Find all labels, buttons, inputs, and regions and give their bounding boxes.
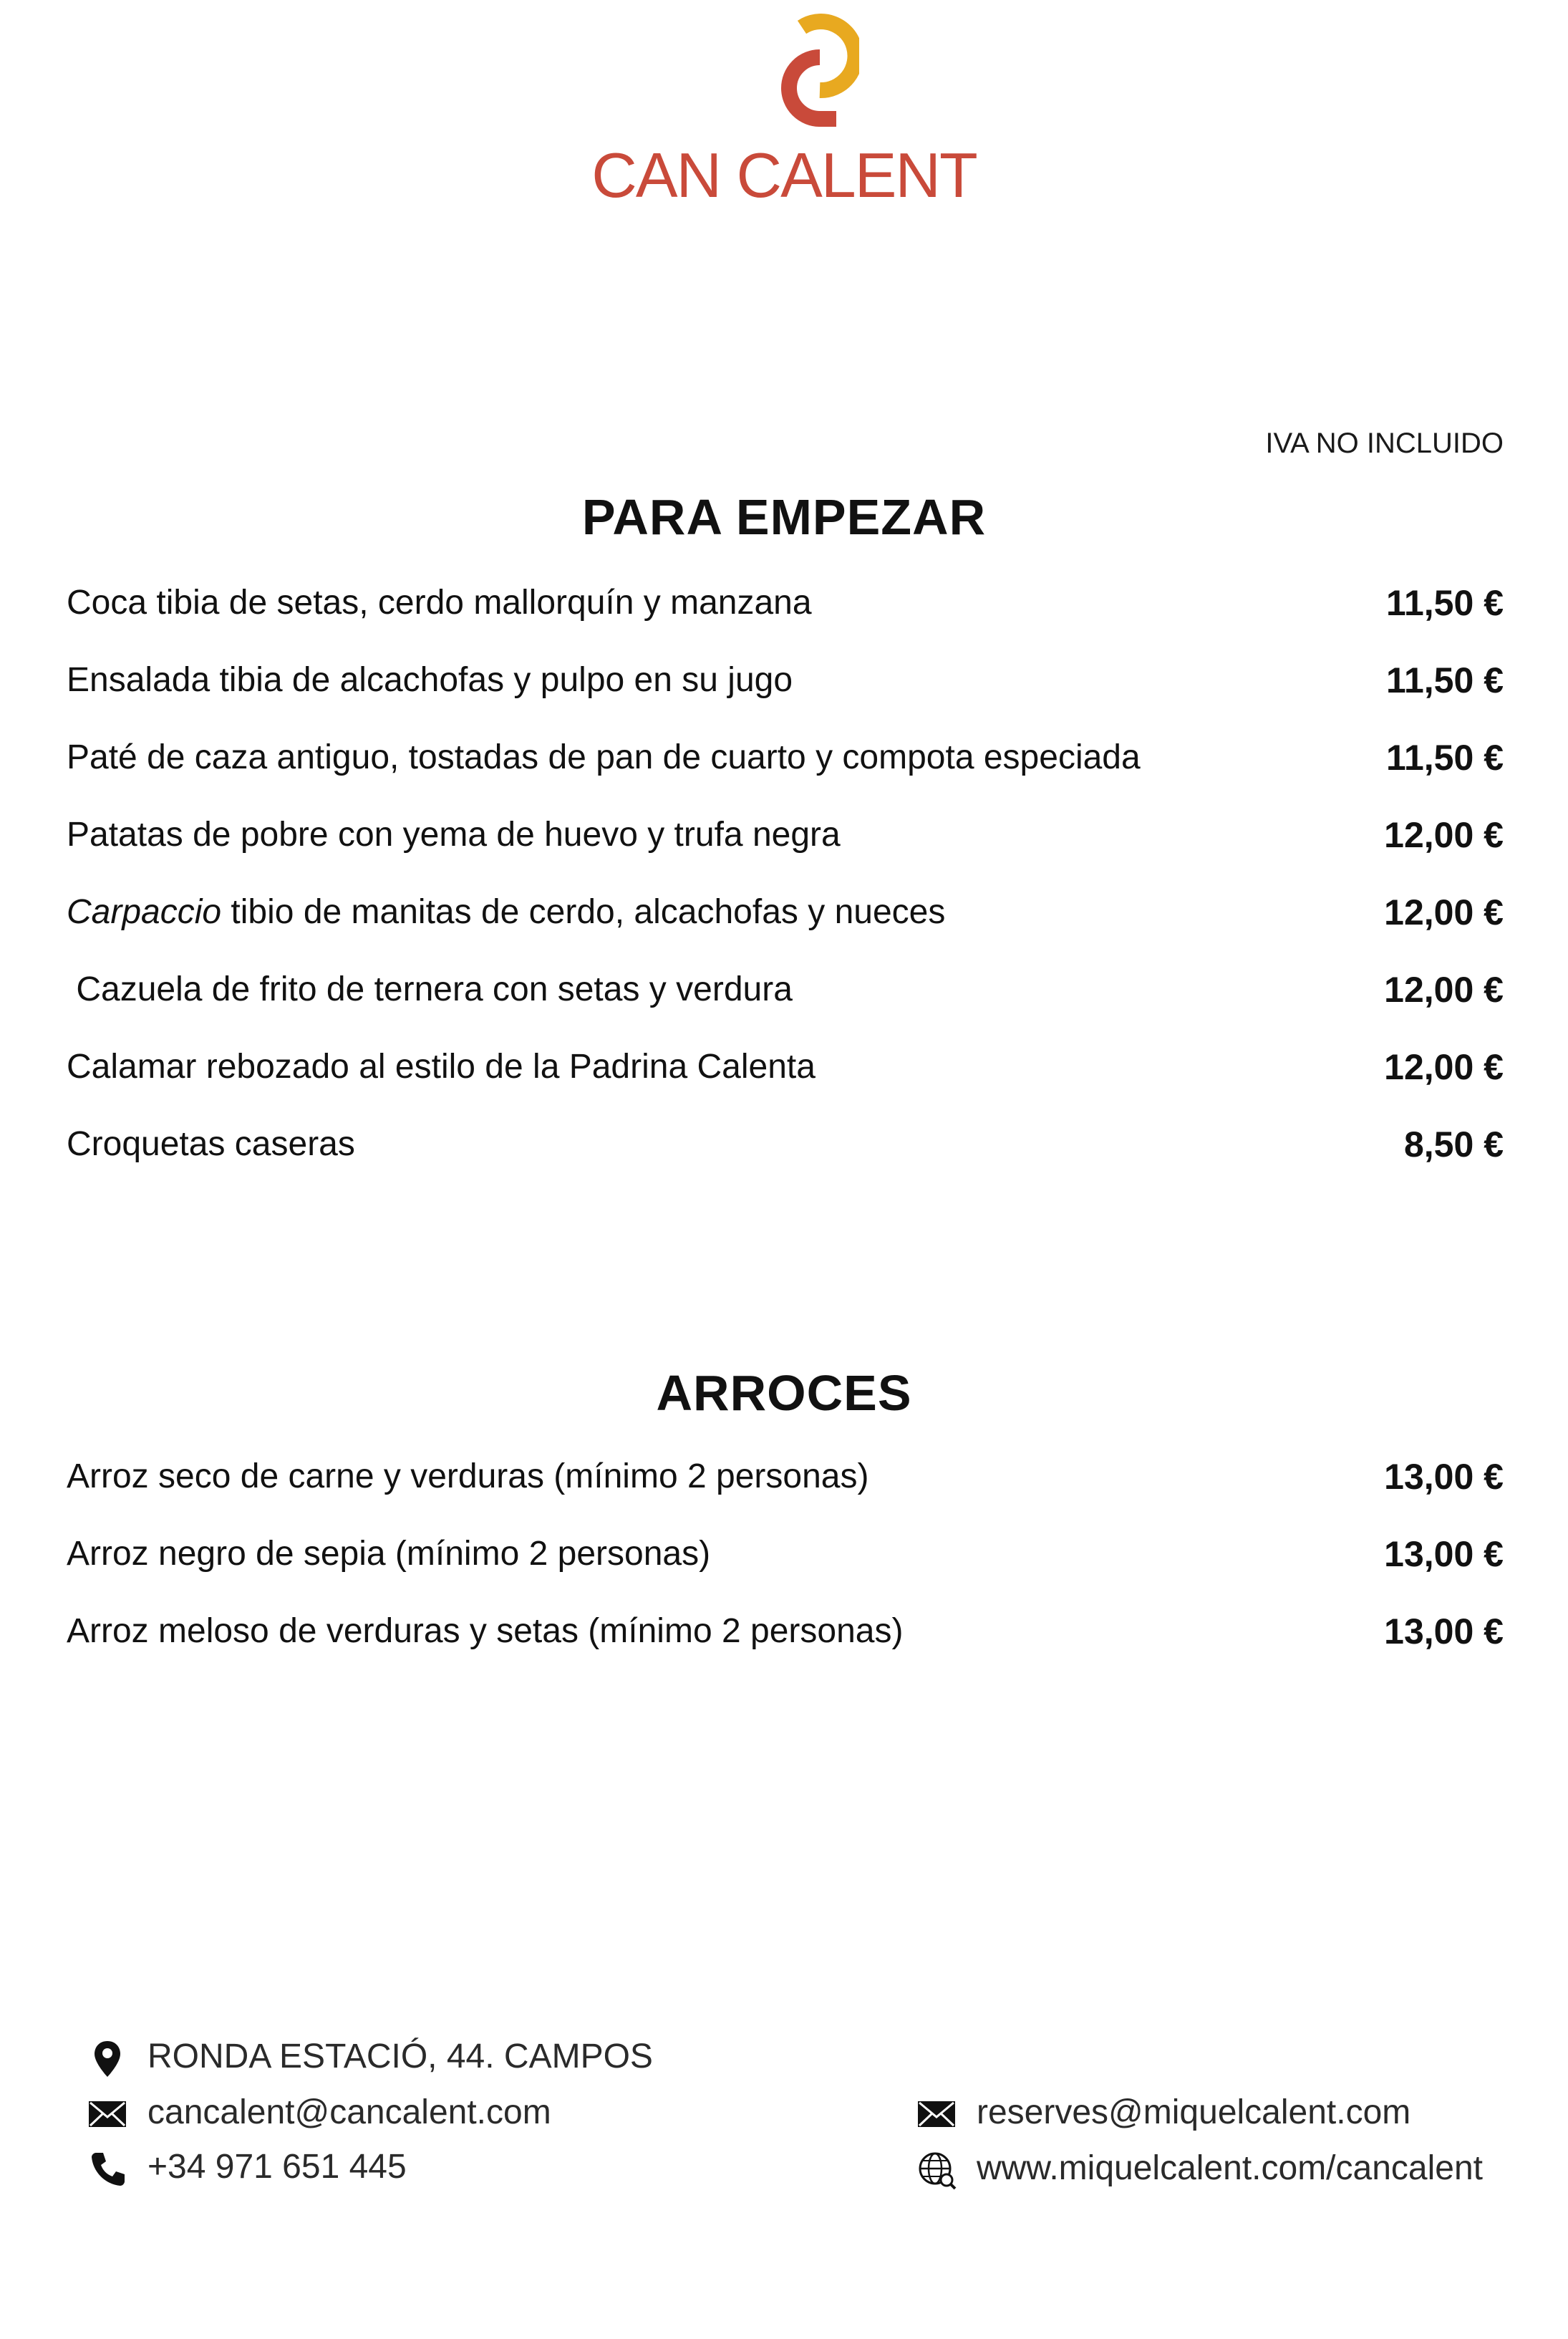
item-price: 11,50 € [1385,738,1504,778]
website-link[interactable]: www.miquelcalent.com/cancalent [977,2149,1483,2187]
envelope-icon [87,2094,127,2134]
reservations-email-link[interactable]: reserves@miquelcalent.com [977,2093,1411,2131]
menu-item [67,657,1504,735]
item-name [67,889,945,935]
menu-item [67,967,1504,1044]
item-price: 11,50 € [1385,583,1504,623]
menu-item [67,1044,1504,1122]
item-name-italic: Carpaccio [67,893,222,931]
menu-item [67,1454,1504,1531]
logo [0,0,1568,215]
item-name: Patatas de pobre con yema de huevo y trufa negra [67,816,841,854]
item-price: 8,50 € [1403,1124,1504,1164]
section-title-arroces: ARROCES [656,1365,912,1421]
item-name: Coca tibia de setas, cerdo mallorquín y manzana [67,584,812,622]
menu-list-para-empezar [67,580,1504,1199]
menu-list-arroces [67,1454,1504,1686]
email-link[interactable]: cancalent@cancalent.com [147,2093,551,2131]
logo-mark-icon [752,13,859,135]
location-pin-icon [87,2038,127,2078]
item-name: Cazuela de frito de ternera con setas y verdura [67,970,793,1008]
brand-name: CAN CALENT [591,140,977,211]
item-price: 11,50 € [1385,660,1504,700]
item-name: Arroz seco de carne y verduras (mínimo 2 personas) [67,1457,869,1495]
menu-item [67,735,1504,812]
item-price: 13,00 € [1384,1457,1504,1497]
item-price: 12,00 € [1384,815,1504,855]
menu-item [67,1122,1504,1199]
menu-item [67,580,1504,657]
item-name: Ensalada tibia de alcachofas y pulpo en su jugo [67,661,793,699]
phone-icon [87,2148,127,2189]
item-price: 13,00 € [1384,1534,1504,1574]
item-name: Croquetas caseras [67,1125,355,1163]
item-price: 12,00 € [1384,892,1504,932]
envelope-icon [916,2094,957,2134]
item-price: 12,00 € [1384,970,1504,1010]
phone-link[interactable]: +34 971 651 445 [147,2148,407,2186]
menu-item [67,889,1504,967]
item-name: Calamar rebozado al estilo de la Padrina Calenta [67,1048,816,1086]
iva-note: IVA NO INCLUIDO [1265,428,1504,459]
item-name: Arroz negro de sepia (mínimo 2 personas) [67,1535,711,1573]
item-price: 12,00 € [1384,1047,1504,1087]
section-title-para-empezar: PARA EMPEZAR [581,489,987,545]
globe-icon [916,2150,957,2190]
menu-item [67,812,1504,889]
item-price: 13,00 € [1384,1611,1504,1651]
item-name: Paté de caza antiguo, tostadas de pan de cuarto y compota especiada [67,738,1141,776]
menu-item [67,1609,1504,1686]
item-name-rest: tibio de manitas de cerdo, alcachofas y nueces [221,893,946,931]
menu-item [67,1531,1504,1609]
address-text: RONDA ESTACIÓ, 44. CAMPOS [147,2037,653,2075]
item-name: Arroz meloso de verduras y setas (mínimo 2 personas) [67,1612,904,1650]
